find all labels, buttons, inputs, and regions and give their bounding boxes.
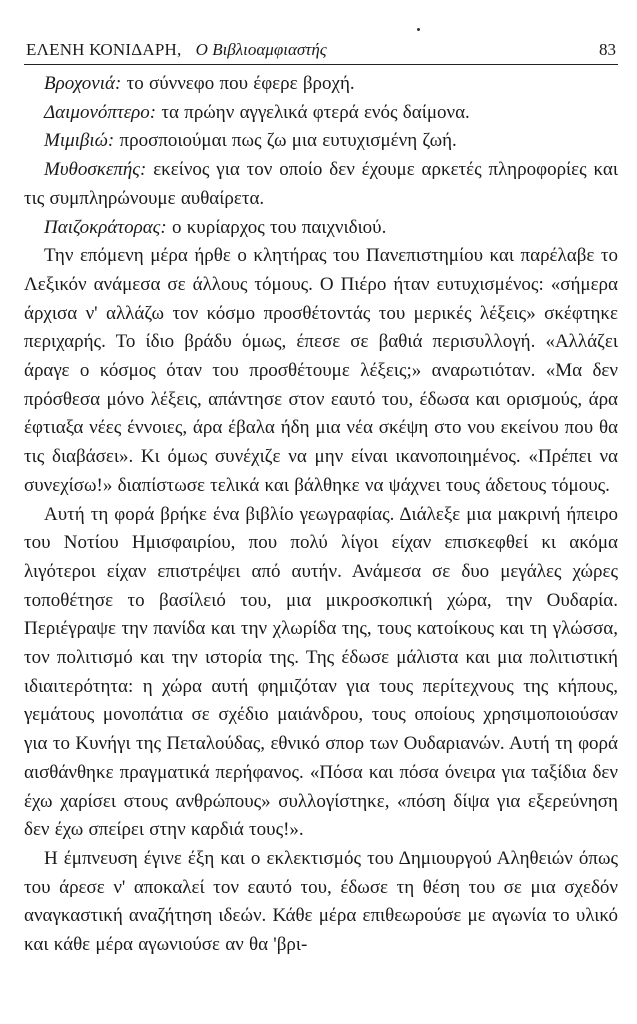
glossary-definition: ο κυρίαρχος του παιχνιδιού. [166,216,387,238]
paper-speck [417,28,420,31]
glossary-entry [24,99,618,128]
running-header [24,40,618,65]
glossary-entry [24,70,618,99]
glossary-definition: τα πρώην αγγελικά φτερά ενός δαίμονα. [156,101,470,123]
body-text [24,70,618,960]
header-left [26,40,327,60]
author-name: ΕΛΕΝΗ ΚΟΝΙΔΑΡΗ, [26,40,182,59]
glossary-definition: το σύννεφο που έφερε βροχή. [121,73,355,94]
glossary-entry [24,214,618,243]
glossary-term: Δαιμονόπτερο: [44,101,157,123]
glossary-term: Μυθοσκεπής: [44,159,147,181]
glossary-entry [24,127,618,156]
paragraph: Την επόμενη μέρα ήρθε ο κλητήρας του Πανεπιστημίου και παρέλαβε το Λεξικόν ανάμεσα σε άλλους τόμους. Ο Πιέρο ήταν ευτυχισμένος: «σήμερα άρχισα ν' αλλάζω τον κόσμο προσθέτοντάς του μερικές λέξεις» σκέφτηκε περιχαρής. Το ίδιο βράδυ όμως, έπεσε σε βαθιά περισυλλογή. «Αλλάζει άραγε ο κόσμος όταν του προσθέτουμε λέξεις;» αναρωτιόταν. «Μα δεν πρόσθεσα μόνο λέξεις, απάντησε στον εαυτό του, έδωσα και ορισμούς, άρα έφτιαξα νέες έννοιες, άρα έβαλα ήδη μια νέα σκέψη στο νου εκείνου που θα τις διαβάσει». Κι όμως συνέχιζε να μην είναι ικανοποιημένος. «Πρέπει να συνεχίσω!» διαπίστωσε τελικά και βάλθηκε να ψάχνει τους άδετους τόμους. [24,245,618,496]
glossary-term: Μιμιβιώ: [44,130,115,152]
glossary-definition: προσποιούμαι πως ζω μια ευτυχισμένη ζωή. [114,130,457,152]
glossary [24,70,618,242]
glossary-term: Βροχονιά: [44,73,122,94]
glossary-term: Παιζοκράτορας: [44,216,167,238]
glossary-definition: εκείνος για τον οποίο δεν έχουμε αρκετές πληροφορίες και τις συμπληρώνουμε αυθαίρετα. [24,159,618,209]
book-title: Ο Βιβλιοαμφιαστής [195,40,327,59]
glossary-entry [24,156,618,213]
paragraph: Αυτή τη φορά βρήκε ένα βιβλίο γεωγραφίας. Διάλεξε μια μακρινή ήπειρο του Νοτίου Ημισφαιρίου, που πολύ λίγοι είχαν επισκεφθεί κι ακόμα λιγότεροι είχαν επιστρέψει από αυτήν. Ανάμεσα σε δυο μεγάλες χώρες τοποθέτησε το βασίλειό του, μια μικροσκοπική χώρα, την Ουδαρία. Περιέγραψε την πανίδα και την χλωρίδα της, τους κατοίκους και τη γλώσσα, τον πολιτισμό και την ιστορία της. Της έδωσε μάλιστα και μια πολιτιστική ιδιαιτερότητα: η χώρα αυτή φημιζόταν για τους περίτεχνους της κήπους, γεμάτους μονοπάτια σε σχέδιο μαιάνδρου, τους οποίους χρησιμοποιούσαν για το Κυνήγι της Πεταλούδας, εθνικό σπορ των Ουδαριανών. Αυτή τη φορά αισθάνθηκε πραγματικά περήφανος. «Πόσα και πόσα όνειρα για ταξίδια δεν έχω χαρίσει στους ανθρώπους» συλλογίστηκε, «πόση δίψα για εξερεύνηση δεν έχω σπείρει στην καρδιά τους!». [24,503,618,841]
book-page [24,40,618,1015]
page-number: 83 [599,40,616,59]
paragraph: Η έμπνευση έγινε έξη και ο εκλεκτισμός του Δημιουργού Αληθειών όπως του άρεσε ν' αποκαλεί τον εαυτό του, έδωσε τη θέση του σε μια σχεδόν αναγκαστική αναζήτηση ιδεών. Κάθε μέρα επιθεωρούσε με αγωνία το υλικό και κάθε μέρα αγωνιούσε αν θα 'βρι- [24,847,618,956]
